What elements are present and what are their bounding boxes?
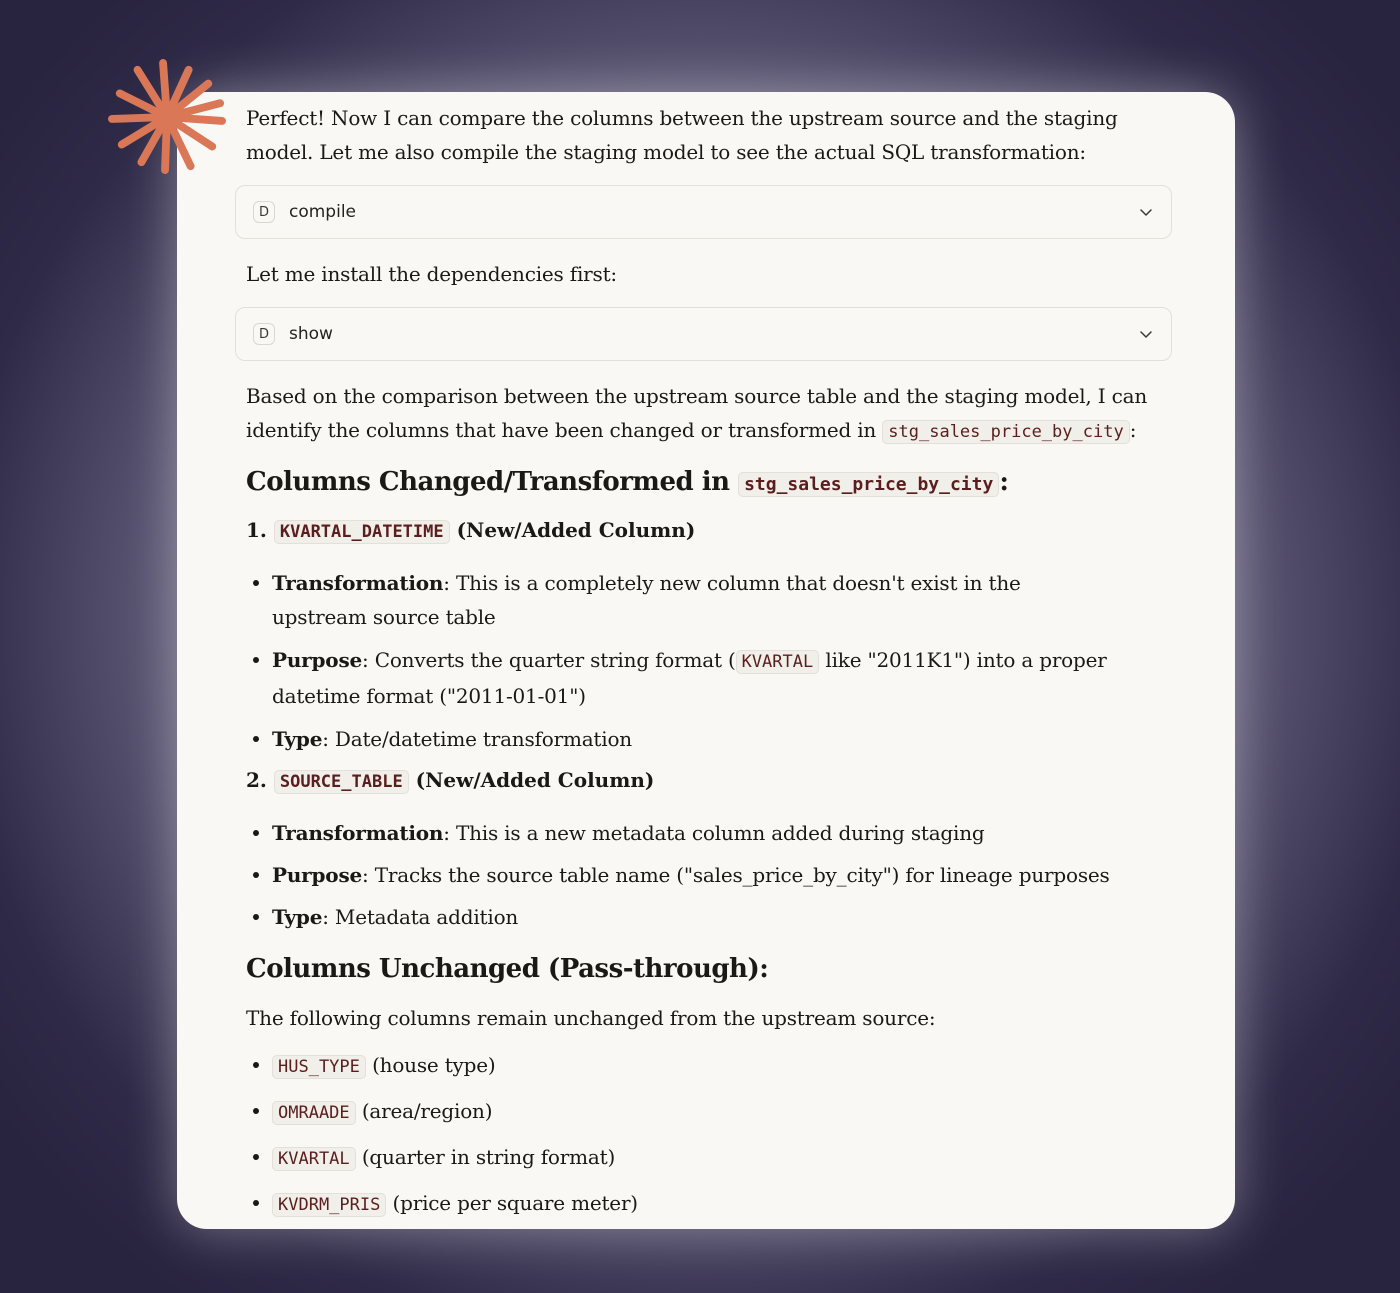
- list-item: [246, 858, 1116, 892]
- inline-code: HUS_TYPE: [272, 1055, 366, 1079]
- inline-code: KVARTAL_DATETIME: [274, 520, 450, 544]
- intro-text: Perfect! Now I can compare the columns between the upstream source and the staging model. Let me also compile the staging model to see the actual SQL transformation:: [246, 106, 1118, 164]
- tool-call-show[interactable]: [235, 307, 1172, 361]
- changed-item-heading: [246, 518, 695, 542]
- inline-code: stg_sales_price_by_city: [882, 420, 1129, 444]
- bullet-text: : Date/datetime transformation: [322, 727, 632, 751]
- list-item: [246, 1048, 1116, 1084]
- unchanged-intro: The following columns remain unchanged from the upstream source:: [246, 1006, 936, 1030]
- bullet-text: like "2011K1") into a proper datetime format ("2011-01-01"): [272, 648, 1107, 708]
- item-tag: (New/Added Column): [456, 518, 696, 542]
- changed-item-bullets: [246, 566, 1116, 765]
- comparison-text: [246, 379, 1176, 449]
- item-number: 2.: [246, 768, 267, 792]
- bullet-text: : Tracks the source table name ("sales_price_by_city") for lineage purposes: [362, 863, 1110, 887]
- item-desc: (price per square meter): [392, 1191, 638, 1215]
- tool-badge: D: [253, 323, 275, 345]
- comparison-text-after: :: [1129, 418, 1137, 442]
- list-item: [246, 722, 1116, 756]
- comparison-text-before: Based on the comparison between the upstream source table and the staging model, I can identify the columns that have been changed or transformed in: [246, 384, 1148, 442]
- item-desc: (area/region): [361, 1099, 493, 1123]
- bullet-label: Purpose: [272, 648, 363, 672]
- bullet-text: : Metadata addition: [322, 905, 519, 929]
- item-desc: (house type): [372, 1053, 496, 1077]
- bullet-label: Transformation: [272, 821, 444, 845]
- tool-badge: D: [253, 201, 275, 223]
- bullet-label: Purpose: [272, 863, 363, 887]
- inline-code: KVARTAL: [736, 650, 820, 674]
- chevron-down-icon[interactable]: [1139, 327, 1153, 341]
- heading-unchanged: Columns Unchanged (Pass-through):: [246, 954, 769, 984]
- bullet-label: Type: [272, 905, 323, 929]
- bullet-label: Transformation: [272, 571, 444, 595]
- inline-code: KVDRM_PRIS: [272, 1193, 386, 1217]
- list-item: [246, 1140, 1116, 1176]
- inline-code: KVARTAL: [272, 1147, 356, 1171]
- heading-suffix: :: [999, 467, 1009, 497]
- list-item: [246, 1094, 1116, 1130]
- changed-item-bullets: [246, 816, 1116, 942]
- claude-logo-icon: [108, 58, 226, 176]
- install-text: Let me install the dependencies first:: [246, 262, 617, 286]
- bullet-label: Type: [272, 727, 323, 751]
- bullet-text: : Converts the quarter string format (: [362, 648, 736, 672]
- item-desc: (quarter in string format): [361, 1145, 616, 1169]
- item-tag: (New/Added Column): [415, 768, 655, 792]
- list-item: [246, 816, 1116, 850]
- changed-item-heading: [246, 768, 654, 792]
- list-item: [246, 566, 1116, 634]
- list-item: [246, 1186, 1116, 1222]
- chevron-down-icon[interactable]: [1139, 205, 1153, 219]
- bullet-text: : This is a completely new column that doesn't exist in the upstream source table: [272, 571, 1021, 629]
- tool-label: compile: [289, 202, 357, 222]
- tool-label: show: [289, 324, 333, 344]
- inline-code: SOURCE_TABLE: [274, 770, 409, 794]
- item-number: 1.: [246, 518, 267, 542]
- inline-code: stg_sales_price_by_city: [738, 472, 999, 497]
- unchanged-list: [246, 1048, 1116, 1229]
- inline-code: OMRAADE: [272, 1101, 356, 1125]
- chat-message-card: [177, 92, 1235, 1229]
- list-item: [246, 900, 1116, 934]
- list-item: [246, 643, 1116, 713]
- bullet-text: : This is a new metadata column added during staging: [443, 821, 985, 845]
- tool-call-compile[interactable]: [235, 185, 1172, 239]
- heading-text: Columns Changed/Transformed in: [246, 467, 730, 497]
- heading-changed: [246, 467, 1008, 497]
